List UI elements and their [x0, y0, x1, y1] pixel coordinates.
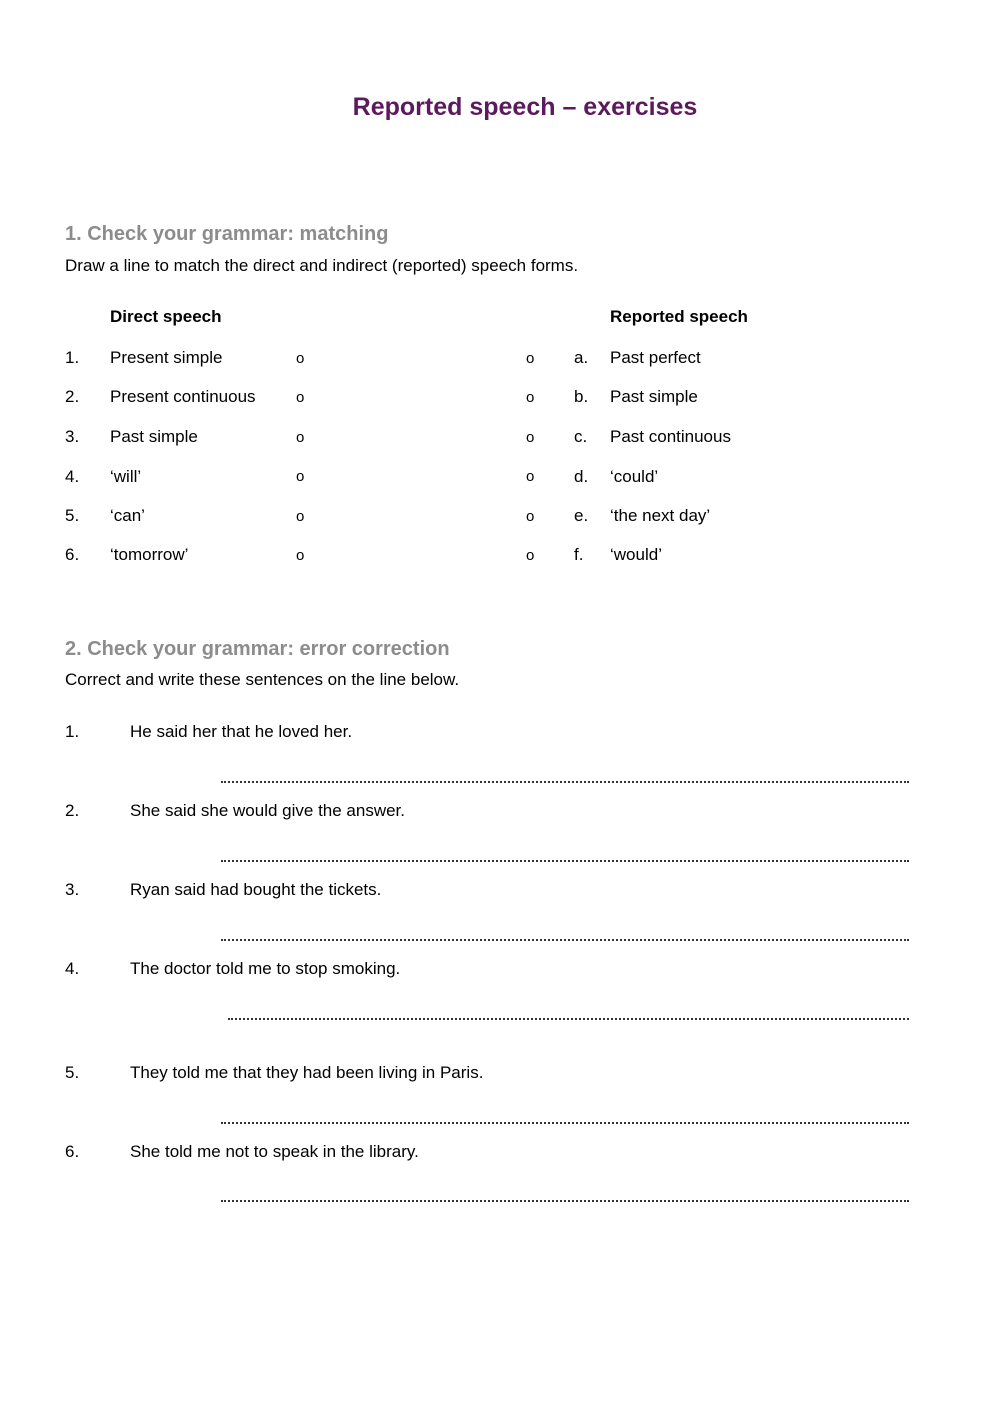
exercise-number: 6. [65, 1142, 80, 1161]
right-connector-circle[interactable]: o [526, 468, 535, 485]
exercise-sentence: They told me that they had been living in Paris. [130, 1063, 484, 1082]
exercise-sentence: She told me not to speak in the library. [130, 1142, 419, 1161]
exercise-number: 5. [65, 1063, 80, 1082]
exercise-sentence: Ryan said had bought the tickets. [130, 880, 382, 899]
reported-speech-item: ‘could’ [610, 467, 659, 486]
direct-speech-item: Present continuous [110, 387, 256, 406]
match-row-letter: a. [574, 348, 589, 367]
direct-speech-item: Present simple [110, 348, 223, 367]
direct-speech-item: ‘will’ [110, 467, 142, 486]
answer-line[interactable] [221, 1200, 909, 1202]
exercise-sentence: The doctor told me to stop smoking. [130, 959, 401, 978]
reported-speech-item: Past perfect [610, 348, 701, 367]
answer-line[interactable] [221, 781, 909, 783]
right-connector-circle[interactable]: o [526, 547, 535, 564]
direct-speech-item: ‘can’ [110, 506, 145, 525]
section-1-instruction: Draw a line to match the direct and indirect (reported) speech forms. [65, 256, 579, 275]
left-connector-circle[interactable]: o [296, 429, 305, 446]
reported-speech-item: Past simple [610, 387, 698, 406]
match-row-number: 5. [65, 506, 80, 525]
match-row-number: 6. [65, 545, 80, 564]
page-title: Reported speech – exercises [352, 93, 698, 121]
match-row-letter: d. [574, 467, 589, 486]
exercise-number: 1. [65, 722, 80, 741]
answer-line[interactable] [221, 1122, 909, 1124]
match-row-letter: f. [574, 545, 584, 564]
reported-speech-item: ‘would’ [610, 545, 662, 564]
section-1-heading: 1. Check your grammar: matching [65, 223, 389, 245]
left-connector-circle[interactable]: o [296, 389, 305, 406]
left-connector-circle[interactable]: o [296, 508, 305, 525]
direct-speech-item: Past simple [110, 427, 198, 446]
exercise-sentence: He said her that he loved her. [130, 722, 353, 741]
exercise-number: 2. [65, 801, 80, 820]
left-connector-circle[interactable]: o [296, 468, 305, 485]
section-2-instruction: Correct and write these sentences on the line below. [65, 670, 460, 689]
answer-line[interactable] [221, 860, 909, 862]
reported-speech-item: Past continuous [610, 427, 731, 446]
exercise-number: 3. [65, 880, 80, 899]
right-connector-circle[interactable]: o [526, 350, 535, 367]
exercise-number: 4. [65, 959, 80, 978]
direct-speech-header: Direct speech [110, 307, 222, 326]
match-row-number: 2. [65, 387, 80, 406]
right-connector-circle[interactable]: o [526, 508, 535, 525]
match-row-number: 3. [65, 427, 80, 446]
match-row-letter: c. [574, 427, 588, 446]
direct-speech-item: ‘tomorrow’ [110, 545, 189, 564]
answer-line[interactable] [221, 939, 909, 941]
exercise-sentence: She said she would give the answer. [130, 801, 406, 820]
reported-speech-header: Reported speech [610, 307, 748, 326]
match-row-number: 1. [65, 348, 80, 367]
answer-line[interactable] [228, 1018, 909, 1020]
match-row-letter: e. [574, 506, 589, 525]
match-row-letter: b. [574, 387, 589, 406]
right-connector-circle[interactable]: o [526, 389, 535, 406]
left-connector-circle[interactable]: o [296, 350, 305, 367]
left-connector-circle[interactable]: o [296, 547, 305, 564]
right-connector-circle[interactable]: o [526, 429, 535, 446]
section-2-heading: 2. Check your grammar: error correction [65, 638, 450, 660]
reported-speech-item: ‘the next day’ [610, 506, 711, 525]
match-row-number: 4. [65, 467, 80, 486]
